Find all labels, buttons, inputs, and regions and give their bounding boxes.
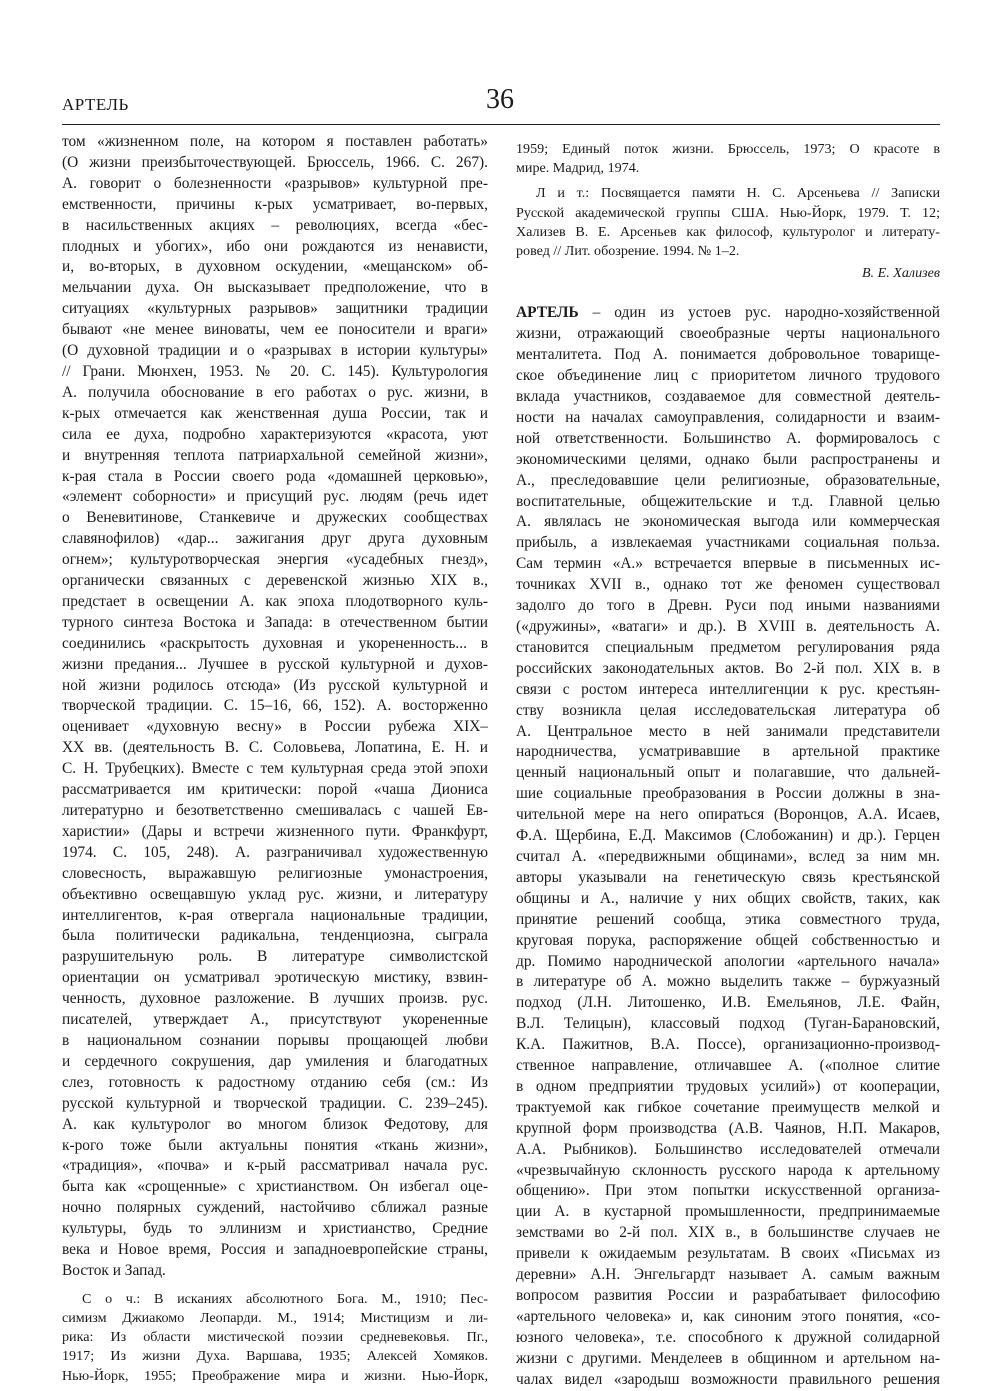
- text-line: ченность, духовное разложение. В лучших произв. рус.: [62, 990, 488, 1008]
- text-line: «традиция», «почва» и к-рый рассматривал начала рус.: [62, 1157, 488, 1175]
- text-line: А.А. Рыбников). Большинство исследователей отмечали: [516, 1140, 940, 1158]
- literature-list: [516, 184, 940, 261]
- text-line: ной ответственности. Большинство А. формировалось с: [516, 429, 940, 447]
- running-title: АРТЕЛЬ: [62, 95, 129, 114]
- text-line: о Веневитинове, Станкевиче и дружеских сообществах: [62, 509, 488, 527]
- text-line: круговая порука, распоряжение общей собственностью и: [516, 931, 940, 949]
- text-line: подход (Л.Н. Литошенко, И.В. Емельянов, Л.Е. Файн,: [516, 994, 940, 1012]
- author-signature: В. Е. Хализев: [861, 265, 940, 282]
- text-line: привели к ожидаемым результатам. В своих «Письмах из: [516, 1245, 940, 1263]
- text-line: турного синтеза Востока и Запада: в отечественном бытии: [62, 613, 488, 631]
- text-line: В.Л. Телицын), классовый подход (Туган-Барановский,: [516, 1015, 940, 1033]
- text-line: 1917; Из жизни Духа. Варшава, 1935; Алексей Хомяков.: [62, 1348, 488, 1365]
- text-line: Сам термин «А.» встречается впервые в письменных ис-: [516, 555, 940, 573]
- text-line: российских законодательных актов. Во 2-й пол. XIX в. в: [516, 659, 940, 677]
- text-line: принятие решений сообща, этика совместного труда,: [516, 910, 940, 928]
- text-line: и внутренняя теплота патриархальной семейной жизни»,: [62, 446, 488, 464]
- text-line: чительной мере на него опираться (Воронцов, А.А. Исаев,: [516, 806, 940, 824]
- text-line: в одном предприятии трудовых усилий») от кооперации,: [516, 1077, 940, 1095]
- text-line: ориентации он усматривал эротическую мистику, взвин-: [62, 969, 488, 987]
- text-line: словесность, выражавшую религиозные умонастроения,: [62, 864, 488, 882]
- text-line: точниках XVII в., однако тот же феномен существовал: [516, 576, 940, 594]
- text-line: ситуациях «культурных разрывов» защитники традиции: [62, 300, 488, 318]
- page-number: 36: [486, 84, 514, 115]
- text-line: земствами во 2-й пол. XIX в., в большинстве случаев не: [516, 1224, 940, 1242]
- works-list: [62, 1290, 488, 1386]
- text-line: Ф.А. Щербина, Е.Д. Максимов (Слобожанин) и др.). Герцен: [516, 827, 940, 845]
- text-line: считал А. «передвижными общинами», вслед за ним мн.: [516, 847, 940, 865]
- text-line: жизни предания... Лучшее в русской культурной и духов-: [62, 655, 488, 673]
- text-line: жизни, отражающий своеобразные черты национального: [516, 325, 940, 343]
- text-line: сила ее духа, подробно характеризуются «красота, уют: [62, 425, 488, 443]
- text-line: плодных и убогих», ибо они рождаются из ненависти,: [62, 237, 488, 255]
- text-line: «элемент соборности» и присущий рус. людям (речь идет: [62, 488, 488, 506]
- text-line: вклада участников, создаваемое для совместной деятель-: [516, 388, 940, 406]
- text-line: С. Н. Трубецких). Вместе с тем культурная среда этой эпохи: [62, 760, 488, 778]
- text-line: жизни с другими. Менделеев в общинном и артельном на-: [516, 1349, 940, 1367]
- text-line: разрушительную роль. В литературе символистской: [62, 948, 488, 966]
- text-line: К.А. Пажитнов, В.А. Поссе), организационно-производ-: [516, 1036, 940, 1054]
- text-line: деревни» А.Н. Энгельгардт называет А. самым важным: [516, 1266, 940, 1284]
- text-line: харистии» (Дары и встречи жизненного пути. Франкфурт,: [62, 822, 488, 840]
- text-line: рика: Из области мистической поэзии средневековья. Пг.,: [62, 1329, 488, 1346]
- text-line: А. как культуролог во многом близок Федотову, для: [62, 1115, 488, 1133]
- text-line: Л и т.: Посвящается памяти Н. С. Арсеньева // Записки: [536, 185, 940, 202]
- text-line: века и Новое время, Россия и западноевропейские страны,: [62, 1241, 488, 1259]
- text-line: слез, готовность к радостному отданию себя (см.: Из: [62, 1073, 488, 1091]
- text-line: А., преследовавшие цели религиозные, образовательные,: [516, 471, 940, 489]
- text-line: симизм Джиакомо Леопарди. М., 1914; Мистицизм и ли-: [62, 1310, 488, 1327]
- text-line: к-рая стала в России своего рода «домашней церковью»,: [62, 467, 488, 485]
- text-line: А. Центральное место в ней занимали представители: [516, 722, 940, 740]
- text-line: ной жизни родилось отсюда» (Из русской культурной и: [62, 676, 488, 694]
- text-line: воспитательные, общежительские и т.д. Главной целью: [516, 492, 940, 510]
- text-line: мире. Мадрид, 1974.: [516, 160, 640, 177]
- header-rule: [62, 124, 940, 125]
- text-line: емственности, причины к-рых усматривает, во-первых,: [62, 195, 488, 213]
- text-line: 1974. С. 105, 248). А. разграничивал художественную: [62, 843, 488, 861]
- text-line: быта как «срощенные» с христианством. Он избегал оце-: [62, 1178, 488, 1196]
- text-line: трактуемой как гибкое сочетание преимуществ мелкой и: [516, 1098, 940, 1116]
- text-line: мельчании духа. Он высказывает предположение, что в: [62, 279, 488, 297]
- text-line: крупной форм производства (А.В. Чаянов, Н.П. Макаров,: [516, 1119, 940, 1137]
- text-line: общины и А., наличие у них общих свойств, таких, как: [516, 889, 940, 907]
- text-line: была политически радикальна, тенденциозна, сыграла: [62, 927, 488, 945]
- text-line: А. являлась не экономическая выгода или коммерческая: [516, 513, 940, 531]
- text-line: вопросом развития России и разрабатывает философию: [516, 1287, 940, 1305]
- text-line: русской культурной и творческой традиции. С. 239–245).: [62, 1094, 488, 1112]
- text-line: XX вв. (деятельность В. С. Соловьева, Лопатина, Е. Н. и: [62, 739, 488, 757]
- text-line: ское объединение лиц с приоритетом личного трудового: [516, 367, 940, 385]
- text-line: ственное направление, отличавшее А. («полное слитие: [516, 1057, 940, 1075]
- text-line: С о ч.: В исканиях абсолютного Бога. М., 1910; Пес-: [82, 1290, 488, 1307]
- text-line: культуры, будь то эллинизм и христианство, Средние: [62, 1220, 488, 1238]
- article-artel: [516, 303, 940, 1390]
- text-line: ровед // Лит. обозрение. 1994. № 1–2.: [516, 243, 740, 260]
- biography-text: [62, 132, 488, 1282]
- text-line: предстает в освещении А. как эпоха плодотворного куль-: [62, 592, 488, 610]
- text-line: 1959; Единый поток жизни. Брюссель, 1973; О красоте в: [516, 141, 940, 157]
- text-line: Нью-Йорк, 1955; Преображение мира и жизни. Нью-Йорк,: [62, 1367, 488, 1384]
- text-line: к-рого тоже были актуальны понятия «ткань жизни»,: [62, 1136, 488, 1154]
- left-column: [62, 132, 488, 1386]
- text-line: становится специальным предметом регулирования ряда: [516, 638, 940, 656]
- text-line: ности на началах самоуправления, солидарности и взаим-: [516, 408, 940, 426]
- text-line: задолго до того в Древн. Руси под иными названиями: [516, 597, 940, 615]
- text-line: «артельного человека» и, как синоним этого понятия, «со-: [516, 1307, 940, 1325]
- text-line: в насильственных акциях – революциях, всегда «бес-: [62, 216, 488, 234]
- text-line: связи с ростом интереса интеллигенции к рус. крестьян-: [516, 680, 940, 698]
- text-line: ценный национальный опыт и полагавшие, что дальней-: [516, 764, 940, 782]
- text-line: А. получила обоснование в его работах о рус. жизни, в: [62, 383, 488, 401]
- text-line: рассматривается им критически: порой «чаша Диониса: [62, 781, 488, 799]
- text-line: литературно и безответственно смешивалась с чашей Ев-: [62, 802, 488, 819]
- text-line: творческой традиции. С. 15–16, 66, 152). А. восторженно: [62, 697, 488, 715]
- text-line: чалах видел «зародыш возможности правильного решения: [516, 1370, 940, 1388]
- text-line: Русской академической группы США. Нью-Йорк, 1979. Т. 12;: [516, 204, 940, 221]
- text-line: («дружины», «ватаги» и др.). В XVIII в. деятельность А.: [516, 618, 940, 636]
- text-line: Восток и Запад.: [62, 1261, 166, 1279]
- headword: АРТЕЛЬ: [516, 304, 579, 322]
- text-line: (О духовной традиции и о «разрывах в истории культуры»: [62, 342, 488, 360]
- text-line: ночно полярных суждений, настойчиво сближал разные: [62, 1199, 488, 1217]
- works-list-continued: [516, 140, 940, 178]
- text-line: шие социальные преобразования в России должны в зна-: [516, 785, 940, 803]
- text-line: «чрезвычайную склонность русского народа к артельному: [516, 1161, 940, 1179]
- text-line: соединились «раскрытость духовная и укорененность... в: [62, 634, 488, 652]
- right-column: [516, 140, 940, 1391]
- text-line: объективно освещавшую уклад рус. жизни, и литературу: [62, 885, 488, 903]
- text-line: огнем»; культуротворческая энергия «усадебных гнезд»,: [62, 551, 488, 569]
- text-line: интеллигентов, к-рая отвергала национальные традиции,: [62, 906, 488, 924]
- text-line: бывают «не менее виноваты, чем ее поносители и враги»: [62, 321, 488, 339]
- text-line: др. Помимо народнической апологии «артельного начала»: [516, 952, 940, 970]
- text-line: менталитета. Под А. понимается добровольное товарище-: [516, 346, 940, 364]
- text-line: том «жизненном поле, на котором я поставлен работать»: [62, 133, 488, 150]
- text-line: (О жизни преизбыточествующей. Брюссель, 1966. С. 267).: [62, 153, 488, 171]
- text-line: Хализев В. Е. Арсеньев как философ, культуролог и литерату-: [516, 223, 940, 240]
- text-line: и сердечного сокрушения, дар умиления и благодатных: [62, 1052, 488, 1070]
- text-line: А. говорит о болезненности «разрывов» культурной пре-: [62, 174, 488, 192]
- text-line: ству возникла целая исследовательская литература об: [516, 701, 940, 719]
- text-line: писателей, утверждает А., присутствуют укорененные: [62, 1011, 488, 1029]
- text-line: органически связанных с деревенской жизнью XIX в.,: [62, 572, 488, 590]
- text-line: авторы указывали на генетическую связь крестьянской: [516, 868, 940, 886]
- text-line: общению». При этом попытки искусственной организа-: [516, 1182, 940, 1200]
- text-line: в национальном сознании порывы прощающей любви: [62, 1031, 488, 1049]
- text-line: оценивает «духовную весну» в России рубежа XIX–: [62, 718, 488, 736]
- text-line: АРТЕЛЬ – один из устоев рус. народно-хозяйственной: [516, 304, 940, 322]
- text-line: // Грани. Мюнхен, 1953. № 20. С. 145). Культурология: [62, 362, 488, 380]
- text-line: славянофилов) «дар... зажигания друг друга духовным: [62, 530, 488, 548]
- text-line: народничества, усматривавшие в артельной практике: [516, 743, 940, 761]
- text-line: юзного человека», т.е. способного к дружной солидарной: [516, 1328, 940, 1346]
- text-line: к-рых отмечается как женственная душа России, так и: [62, 404, 488, 422]
- text-line: прибыль, а извлекаемая участниками социальная польза.: [516, 534, 940, 552]
- text-line: и, во-вторых, в духовном оскудении, «мещанском» об-: [62, 258, 488, 276]
- text-line: в литературе об А. можно выделить также – буржуазный: [516, 973, 940, 991]
- text-line: ции А. в кустарной промышленности, предпринимаемые: [516, 1203, 940, 1221]
- text-line: экономическими целями, однако были распространены и: [516, 450, 940, 468]
